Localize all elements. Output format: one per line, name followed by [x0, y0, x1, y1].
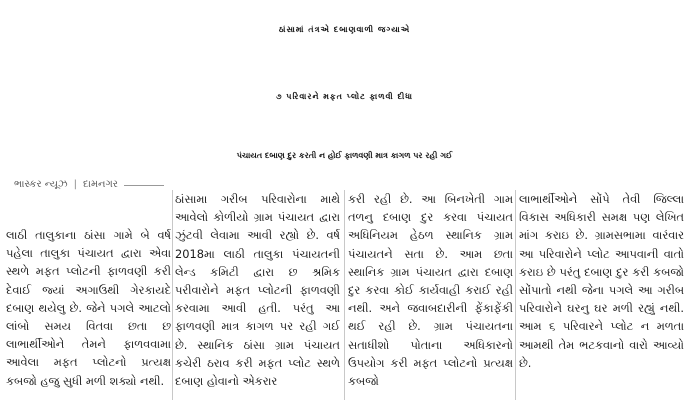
article-column-3 — [348, 190, 513, 402]
article-column-1 — [6, 226, 171, 402]
article-column-2 — [175, 190, 340, 402]
byline-source: ભાસ્કર ન્યૂઝ — [14, 179, 68, 190]
column-2-text: ઠાંસામા ગરીબ પરિવારોના માથે આવેલો કોળીયો ગ્રામ પંચાયત દ્વારા ઝુંટવી લેવામા આવી રહ્યો છે. વર્ષ 2018મા લાઠી તાલુકા પંચાયતની લેન્ડ કમિટી દ્વારા છ શ્રમિક પરીવારોને મફત પ્લોટની ફાળવણી કરવામા આવી હતી. પરંતુ આ ફાળવણી માત્ર કાગળ પર રહી ગઈ છે. સ્થાનિક ઠાંસા ગ્રામ પંચાયત કચેરી ઠરાવ કરી મફત પ્લોટ સ્થળે દબાણ હોવાનો એકરાર — [175, 192, 340, 389]
column-divider — [344, 190, 345, 400]
byline-separator: | — [73, 179, 77, 190]
column-1-text: લાઠી તાલુકાના ઠાંસા ગામે બે વર્ષ પહેલા તાલુકા પંચાયત દ્વારા એવા સ્થળે મફત પ્લોટની ફાળવણી કરી દેવાઈ જ્યાં અગાઉથી ગેરકાયદે દબાણ થયેલુ છે. જેને પગલે આટલો લાંબો સમય વિતવા છતા છ લાભાર્થીઓને તેમને ફાળવવામા આવેલા મફત પ્લોટનો પ્રત્યક્ષ કબજો હજુ સુધી મળી શક્યો નથી. — [6, 228, 171, 388]
subheadline: પંચાયત દબાણ દુર કરતી ન હોઈ ફાળવણી માત્ર કાગળ પર રહી ગઈ — [236, 151, 453, 160]
column-4-text: લાભાર્થીઓને સોંપે તેવી જિલ્લા વિકાસ અધિકારી સમક્ષ પણ લેખિત માંગ કરાઇ છે. ગ્રામસભામા વારંવાર આ પરિવારોને પ્લોટ આપવાની વાતો કરાઇ છે પરંતુ દબાણ દુર કરી કબજો સોંપાતો નથી જેના પગલે આ ગરીબ પરિવારોને ઘરનુ ઘર મળી રહ્યું નથી. આમ ૬ પરિવારને પ્લોટ ન મળતા આમથી તેમ ભટકવાનો વારો આવ્યો છે. — [519, 192, 684, 370]
article-column-4 — [519, 190, 684, 402]
byline-place: દામનગર — [82, 179, 118, 190]
headline-line-2: ૭ પરિવારને મફત પ્લોટ ફાળવી દીધા — [275, 92, 414, 101]
column-divider — [515, 190, 516, 400]
byline — [14, 176, 164, 194]
column-3-text: કરી રહી છે. આ બિનખેતી ગામ તળનુ દબાણ દુર કરવા પંચાયત અધિનિયમ હેઠળ સ્થાનિક ગ્રામ પંચાયતને સતા છે. આમ છતા સ્થાનિક ગ્રામ પંચાયત દ્વારા દબાણ દુર કરવા કોઈ કાર્યવાહી કરાઈ રહી નથી. અને જવાબદારીની ફેંકાફેંકી થઈ રહી છે. ગ્રામ પંચાયતના સતાધીશો પોતાના અધિકારનો ઉપયોગ કરી મફત પ્લોટનો પ્રત્યક્ષ કબજો — [348, 192, 513, 389]
column-divider — [172, 190, 173, 400]
headline-line-1: ઠાંસામાં તંત્રએ દબાણવાળી જગ્યાએ — [278, 25, 411, 34]
byline-rule — [124, 185, 164, 186]
